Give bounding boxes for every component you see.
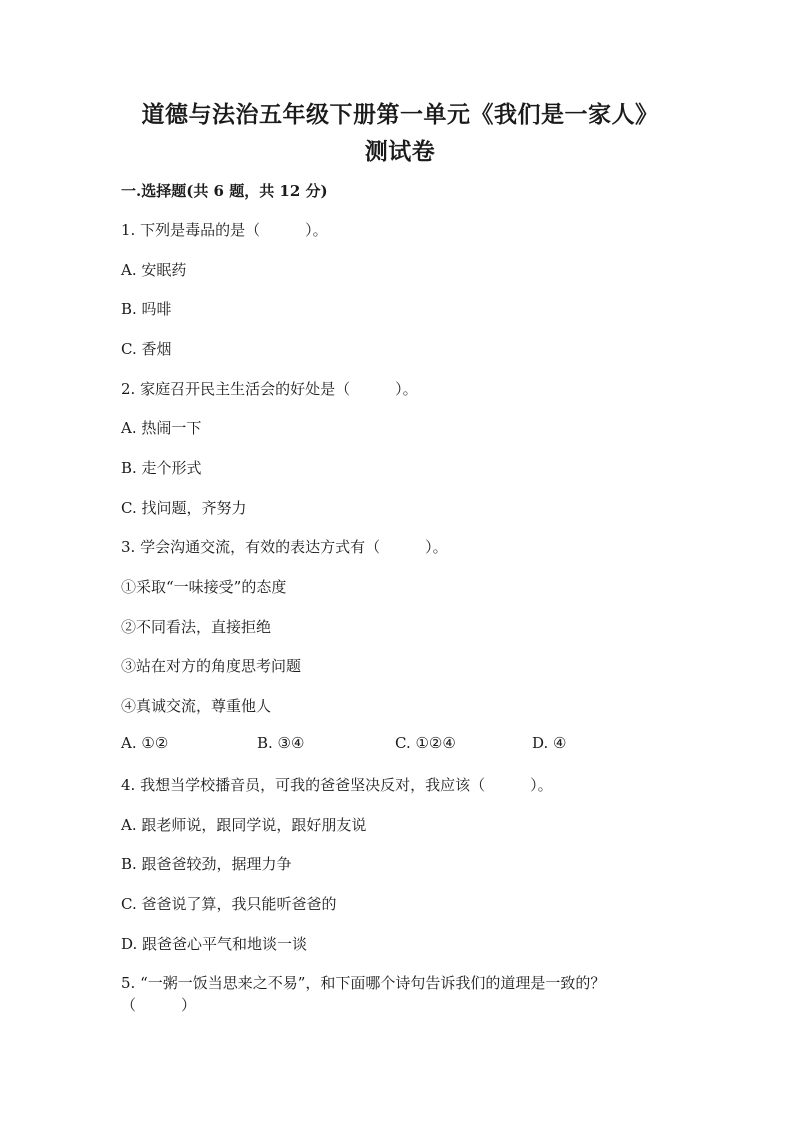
question-3-statement-4: ④真诚交流，尊重他人 bbox=[121, 697, 272, 715]
exam-title-line2: 测试卷 bbox=[364, 138, 436, 165]
question-1-option-b: B. 吗啡 bbox=[121, 300, 172, 318]
question-3-option-b: B. ③④ bbox=[257, 734, 305, 752]
question-3-statement-1: ①采取“一味接受”的态度 bbox=[121, 578, 287, 596]
question-4-stem: 4. 我想当学校播音员，可我的爸爸坚决反对，我应该（ ）。 bbox=[121, 776, 553, 794]
question-4-option-a: A. 跟老师说，跟同学说，跟好朋友说 bbox=[121, 816, 367, 834]
question-4-option-c: C. 爸爸说了算，我只能听爸爸的 bbox=[121, 895, 337, 913]
question-1-option-a: A. 安眠药 bbox=[121, 261, 187, 279]
section-heading: 一.选择题(共 6 题，共 12 分) bbox=[121, 182, 328, 200]
question-4-option-b: B. 跟爸爸较劲，据理力争 bbox=[121, 855, 292, 873]
question-4-option-d: D. 跟爸爸心平气和地谈一谈 bbox=[121, 935, 308, 953]
question-5-stem-continuation: （ ） bbox=[121, 996, 197, 1014]
question-3-statement-2: ②不同看法，直接拒绝 bbox=[121, 618, 272, 636]
question-3-option-c: C. ①②④ bbox=[395, 734, 456, 752]
question-2-option-c: C. 找问题，齐努力 bbox=[121, 499, 247, 517]
question-2-stem: 2. 家庭召开民主生活会的好处是（ ）。 bbox=[121, 380, 418, 398]
question-3-option-a: A. ①② bbox=[121, 734, 169, 752]
exam-title: 道德与法治五年级下册第一单元《我们是一家人》 bbox=[141, 101, 659, 128]
question-5-stem: 5. “一粥一饭当思来之不易”，和下面哪个诗句告诉我们的道理是一致的？ bbox=[121, 974, 606, 992]
question-3-option-d: D. ④ bbox=[532, 734, 567, 752]
question-2-option-a: A. 热闹一下 bbox=[121, 419, 202, 437]
question-1-stem: 1. 下列是毒品的是（ ）。 bbox=[121, 221, 328, 239]
question-2-option-b: B. 走个形式 bbox=[121, 459, 202, 477]
question-3-stem: 3. 学会沟通交流，有效的表达方式有（ ）。 bbox=[121, 538, 448, 556]
question-1-option-c: C. 香烟 bbox=[121, 340, 172, 358]
question-3-statement-3: ③站在对方的角度思考问题 bbox=[121, 657, 302, 675]
